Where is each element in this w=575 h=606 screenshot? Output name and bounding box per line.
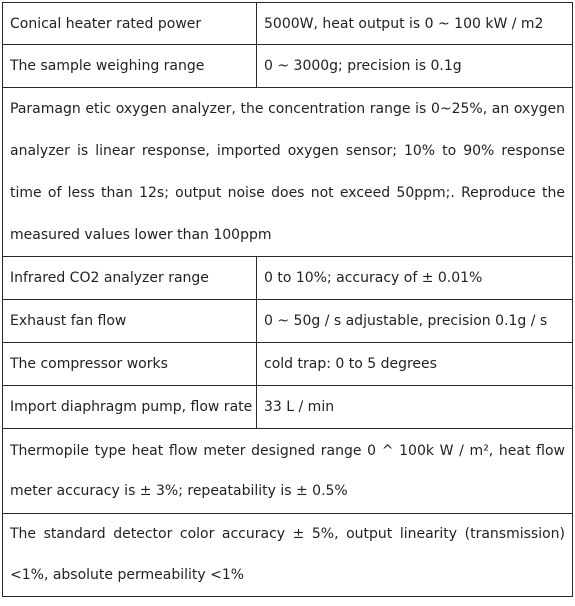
- row-label: Exhaust fan flow: [3, 300, 257, 343]
- table-row: [3, 88, 573, 257]
- table-row: [3, 257, 573, 300]
- row-paragraph: The standard detector color accuracy ± 5%, output linearity (transmission) <1%, absolute permeability <1%: [3, 514, 573, 597]
- row-label: The compressor works: [3, 343, 257, 386]
- specifications-table: [2, 2, 573, 597]
- table-row: [3, 300, 573, 343]
- row-label: Infrared CO2 analyzer range: [3, 257, 257, 300]
- row-value: 33 L / min: [257, 386, 573, 429]
- row-value: cold trap: 0 to 5 degrees: [257, 343, 573, 386]
- table-row: [3, 386, 573, 429]
- row-paragraph: Thermopile type heat flow meter designed range 0 ^ 100k W / m², heat flow meter accuracy is ± 3%; repeatability is ± 0.5%: [3, 429, 573, 514]
- row-value: 0 to 10%; accuracy of ± 0.01%: [257, 257, 573, 300]
- row-paragraph: Paramagn etic oxygen analyzer, the concentration range is 0~25%, an oxygen analyzer is linear response, imported oxygen sensor; 10% to 90% response time of less than 12s; output noise does not exceed 50ppm;. Reproduce the measured values lower than 100ppm: [3, 88, 573, 257]
- table-row: [3, 429, 573, 514]
- row-value: 0 ~ 50g / s adjustable, precision 0.1g / s: [257, 300, 573, 343]
- table-row: [3, 3, 573, 45]
- row-label: Conical heater rated power: [3, 3, 257, 45]
- table-row: [3, 343, 573, 386]
- row-label: The sample weighing range: [3, 45, 257, 88]
- row-value: 5000W, heat output is 0 ~ 100 kW / m2: [257, 3, 573, 45]
- row-value: 0 ~ 3000g; precision is 0.1g: [257, 45, 573, 88]
- row-label: Import diaphragm pump, flow rate: [3, 386, 257, 429]
- table-row: [3, 45, 573, 88]
- table-row: [3, 514, 573, 597]
